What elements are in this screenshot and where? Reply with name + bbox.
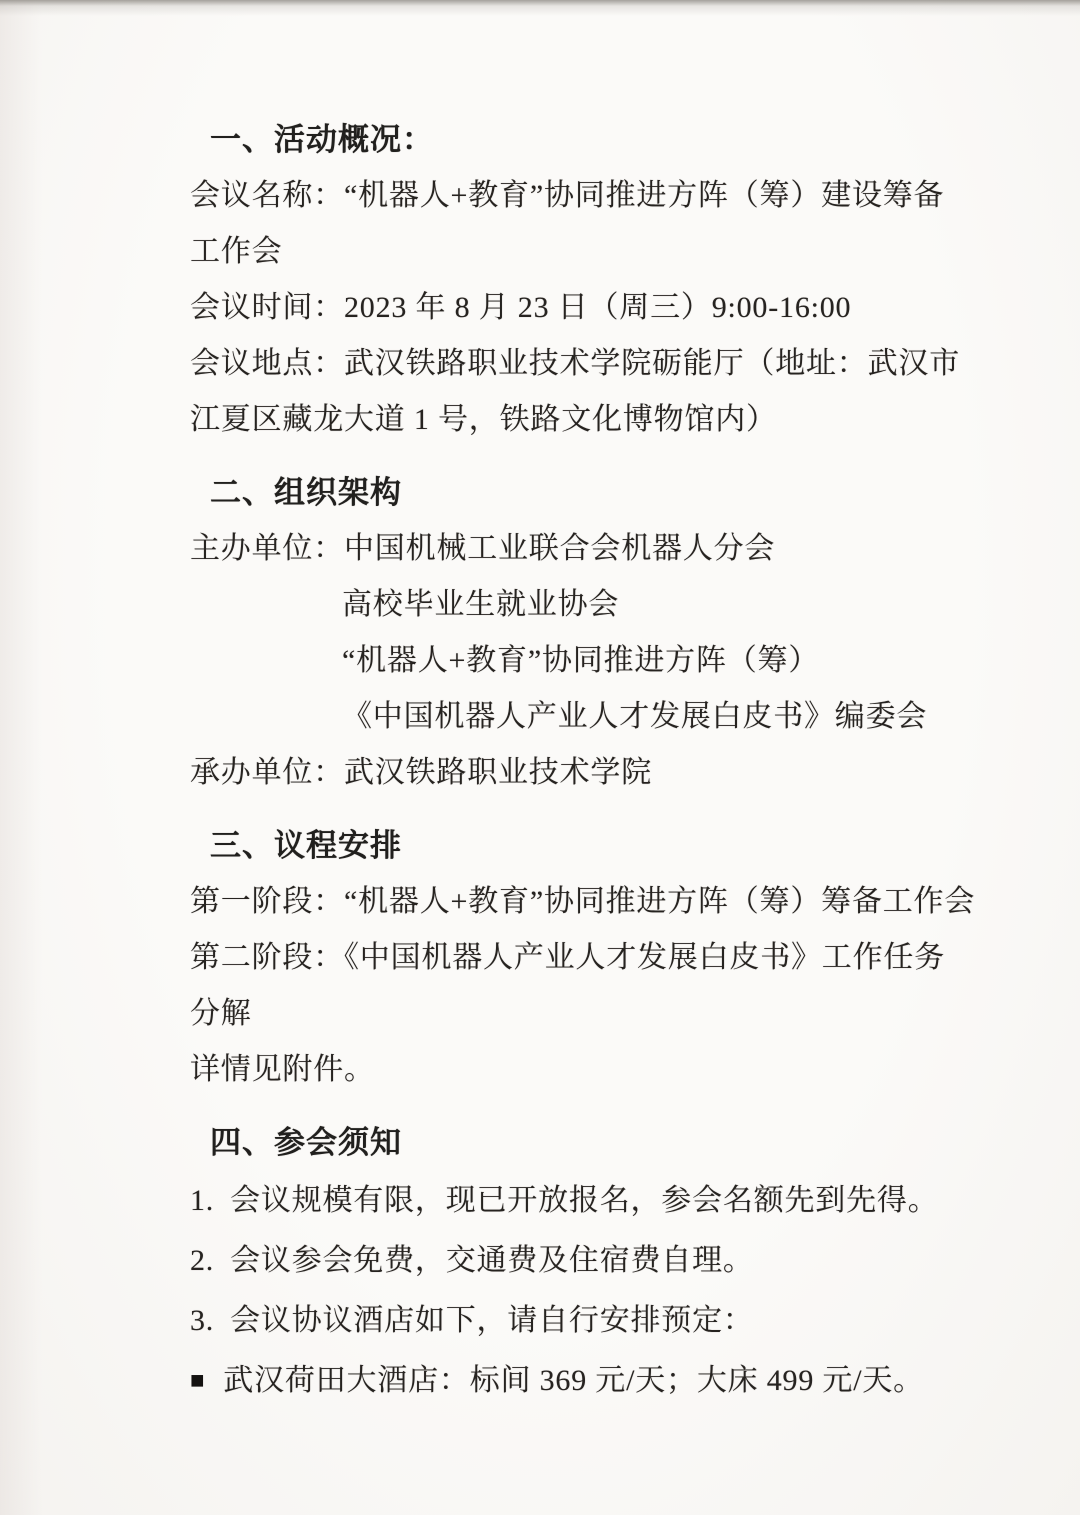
hotel-bullet-line <box>190 1351 1040 1411</box>
line-meeting-time: 会议时间：2023 年 8 月 23 日（周三）9:00-16:00 <box>190 291 852 324</box>
heading-activity-overview: 一、活动概况： <box>210 122 434 157</box>
line-see-attachment: 详情见附件。 <box>190 1053 375 1086</box>
square-bullet-icon: ■ <box>190 1368 206 1394</box>
line-host-unit-2: 高校毕业生就业协会 <box>342 588 620 621</box>
heading-organization-structure: 二、组织架构 <box>210 475 402 510</box>
line-organizer-unit: 承办单位：武汉铁路职业技术学院 <box>190 756 652 789</box>
line-host-unit-4: 《中国机器人产业人才发展白皮书》编委会 <box>342 700 928 733</box>
heading-attendance-notes: 四、参会须知 <box>210 1125 402 1160</box>
list-item-3 <box>190 1291 1040 1351</box>
list-item-2 <box>190 1231 1040 1291</box>
line-host-unit-1: 主办单位：中国机械工业联合会机器人分会 <box>190 532 776 565</box>
line-meeting-name: 会议名称：“机器人+教育”协同推进方阵（筹）建设筹备 <box>190 179 945 212</box>
line-agenda-phase-1: 第一阶段：“机器人+教育”协同推进方阵（筹）筹备工作会 <box>190 885 976 918</box>
line-host-unit-3: “机器人+教育”协同推进方阵（筹） <box>342 644 820 677</box>
list-item-2-number: 2. <box>190 1244 215 1277</box>
list-item-1-number: 1. <box>190 1184 215 1217</box>
list-item-1 <box>190 1171 1040 1231</box>
list-item-1-text: 会议规模有限，现已开放报名，参会名额先到先得。 <box>230 1184 939 1217</box>
list-item-3-number: 3. <box>190 1304 215 1337</box>
line-agenda-phase-2-cont: 分解 <box>190 997 252 1030</box>
line-meeting-venue-cont: 江夏区藏龙大道 1 号，铁路文化博物馆内） <box>190 403 777 436</box>
document-body <box>190 95 1040 1411</box>
heading-agenda: 三、议程安排 <box>210 828 402 863</box>
line-meeting-venue: 会议地点：武汉铁路职业技术学院砺能厅（地址：武汉市 <box>190 347 960 380</box>
list-item-2-text: 会议参会免费，交通费及住宿费自理。 <box>230 1244 754 1277</box>
line-meeting-name-cont: 工作会 <box>190 235 283 268</box>
list-item-3-text: 会议协议酒店如下，请自行安排预定： <box>230 1304 754 1337</box>
hotel-info-text: 武汉荷田大酒店：标间 369 元/天；大床 499 元/天。 <box>223 1364 924 1397</box>
line-agenda-phase-2: 第二阶段：《中国机器人产业人才发展白皮书》工作任务 <box>190 941 945 974</box>
